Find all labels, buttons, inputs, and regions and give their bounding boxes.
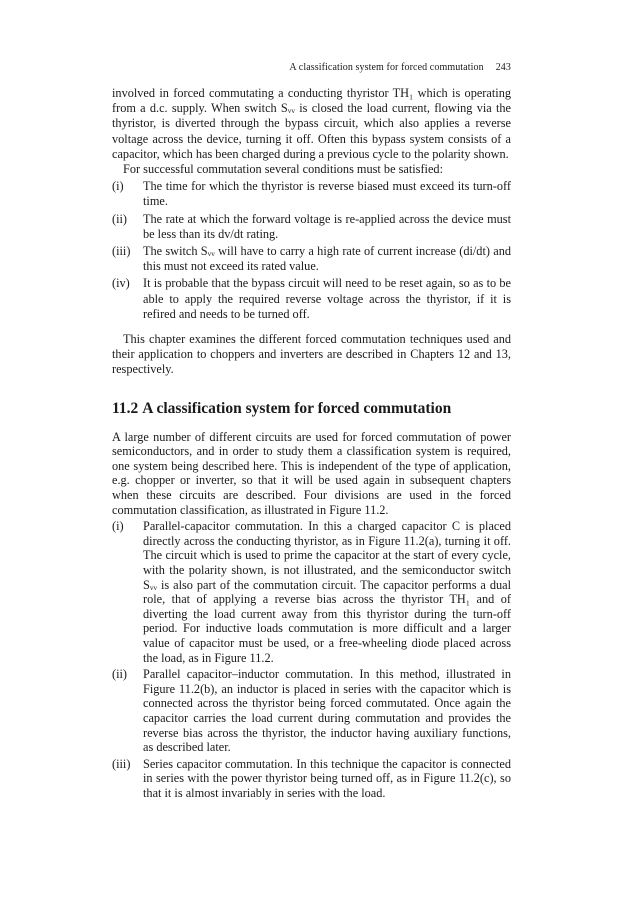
divisions-list bbox=[112, 519, 511, 800]
list-item-number: (iii) bbox=[112, 756, 131, 771]
section-heading bbox=[112, 400, 511, 418]
list-item-text: It is probable that the bypass circuit will need to be reset again, so as to be able to apply the required reverse voltage across the thyristor, if it is refired and needs to be turned off. bbox=[143, 276, 511, 321]
list-item-text: Parallel capacitor–inductor commutation. In this method, illustrated in Figure 11.2(b), an inductor is placed in series with the capacitor which is connected across the thyristor being forced commutated. Once again the capacitor carries the load current during commutation and provides the reverse bias across the thyristor, the inductor having auxiliary functions, as described later. bbox=[143, 667, 511, 755]
list-item-text: The time for which the thyristor is reverse biased must exceed its turn-off time. bbox=[143, 179, 511, 209]
running-title: A classification system for forced commutation bbox=[289, 62, 484, 73]
intro-paragraph: involved in forced commutating a conducting thyristor TH₁ which is operating from a d.c. supply. When switch Sᵥᵥ is closed the load current, flowing via the thyristor, is diverted through the bypass circuit, which also applies a reverse voltage across the device, turning it off. Often this bypass system consists of a capacitor, which has been charged during a previous cycle to the polarity shown. bbox=[112, 86, 511, 161]
section-paragraph: A large number of different circuits are used for forced commutation of power semiconductors, and in order to study them a classification system is required, one system being described here. This is independent of the type of application, e.g. chopper or inverter, so that it will be used again in subsequent chapters when these circuits are described. Four divisions are used in the forced commutation classification, as illustrated in Figure 11.2. bbox=[112, 429, 511, 517]
running-head bbox=[112, 62, 511, 73]
list-item bbox=[112, 757, 511, 801]
body-text bbox=[112, 86, 511, 803]
list-item bbox=[112, 276, 511, 322]
section-number: 11.2 bbox=[112, 399, 139, 417]
list-item-number: (i) bbox=[112, 179, 124, 194]
list-item-text: The rate at which the forward voltage is re-applied across the device must be less than its dv/dt rating. bbox=[143, 211, 511, 241]
list-item bbox=[112, 179, 511, 209]
conditions-lead: For successful commutation several conditions must be satisfied: bbox=[123, 162, 444, 177]
chapter-paragraph: This chapter examines the different forced commutation techniques used and their application to choppers and inverters are described in Chapters 12 and 13, respectively. bbox=[112, 332, 511, 377]
list-item-text: The switch Sᵥᵥ will have to carry a high rate of current increase (di/dt) and this must not exceed its rated value. bbox=[143, 244, 511, 274]
list-item bbox=[112, 519, 511, 665]
list-item-number: (ii) bbox=[112, 211, 128, 226]
conditions-list bbox=[112, 179, 511, 322]
list-item-number: (i) bbox=[112, 519, 124, 534]
page-number: 243 bbox=[495, 62, 511, 73]
list-item bbox=[112, 667, 511, 755]
list-item-number: (iv) bbox=[112, 276, 130, 291]
list-item-text: Series capacitor commutation. In this technique the capacitor is connected in series with the power thyristor being turned off, as in Figure 11.2(c), so that it is almost invariably in series with the load. bbox=[143, 756, 511, 800]
list-item-number: (ii) bbox=[112, 667, 128, 682]
list-item bbox=[112, 244, 511, 274]
list-item-text: Parallel-capacitor commutation. In this a charged capacitor C is placed directly across the conducting thyristor, as in Figure 11.2(a), turning it off. The circuit which is used to prime the capacitor at the start of every cycle, with the polarity shown, is not illustrated, and the semiconductor switch Sᵥᵥ is also part of the commutation circuit. The capacitor performs a dual role, that of applying a reverse bias across the thyristor TH₁ and of diverting the load current away from this thyristor during the turn-off period. For inductive loads commutation is more difficult and a larger value of capacitor must be used, or a free-wheeling diode placed across the load, as in Figure 11.2. bbox=[143, 519, 511, 665]
list-item bbox=[112, 212, 511, 242]
list-item-number: (iii) bbox=[112, 244, 131, 259]
section-title: A classification system for forced commutation bbox=[142, 399, 452, 417]
